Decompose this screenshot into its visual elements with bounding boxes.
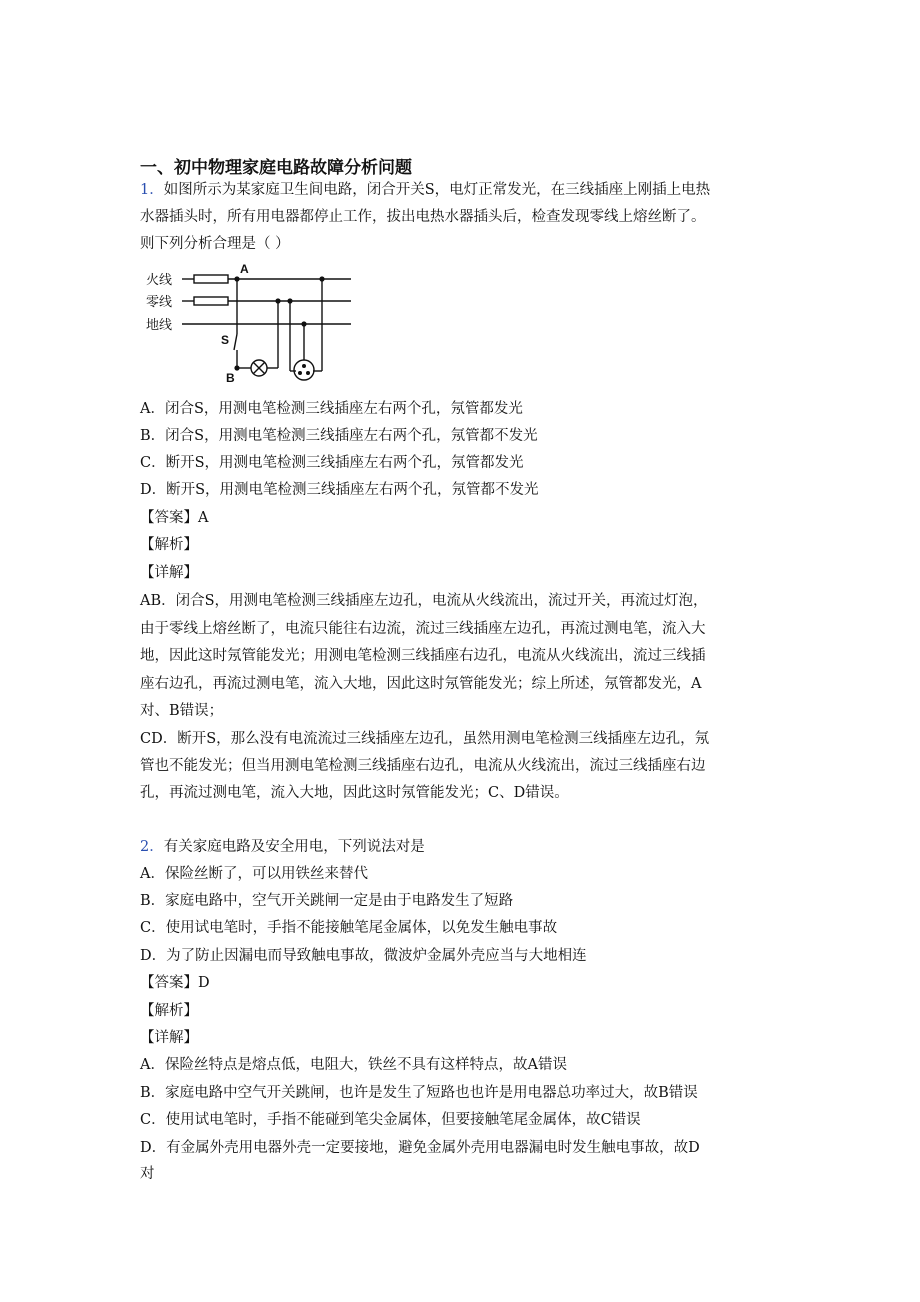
q2-analysis-heading: 【解析】: [140, 1003, 198, 1019]
node-a: [234, 276, 239, 281]
section-title: 一、初中物理家庭电路故障分析问题: [140, 158, 412, 178]
three-pin-socket: [294, 360, 314, 380]
q2-explanation-1: A．保险丝特点是熔点低，电阻大，铁丝不具有这样特点，故A错误: [140, 1057, 567, 1073]
q1-explanation-8: 孔，再流过测电笔，流入大地，因此这时氖管能发光；C、D错误。: [140, 785, 569, 801]
q1-explanation-1: AB．闭合S，用测电笔检测三线插座左边孔，电流从火线流出，流过开关，再流过灯泡，: [140, 593, 708, 609]
q1-detail-heading: 【详解】: [140, 565, 198, 581]
node-b-label: B: [226, 371, 235, 385]
q1-explanation-4: 座右边孔，再流过测电笔，流入大地，因此这时氖管能发光；综上所述，氖管都发光，A: [140, 676, 702, 692]
q2-stem-line: [140, 837, 425, 857]
circuit-diagram: [138, 258, 358, 388]
q1-answer: 【答案】A: [140, 510, 209, 526]
q1-explanation-3: 地，因此这时氖管能发光；用测电笔检测三线插座右边孔，电流从火线流出，流过三线插: [140, 648, 706, 664]
q1-stem-text-1: 如图所示为某家庭卫生间电路，闭合开关S，电灯正常发光，在三线插座上刚插上电热: [163, 182, 711, 198]
q2-explanation-3: C．使用试电笔时，手指不能碰到笔尖金属体，但要接触笔尾金属体，故C错误: [140, 1112, 641, 1128]
junction-ground-socket: [301, 321, 306, 326]
switch-s: [234, 334, 237, 350]
junction-neutral-lamp: [275, 298, 280, 303]
q1-explanation-2: 由于零线上熔丝断了，电流只能往右边流，流过三线插座左边孔，再流过测电笔，流入大: [140, 621, 706, 637]
q2-number: 2．: [140, 839, 164, 855]
q1-option-b: B．闭合S，用测电笔检测三线插座左右两个孔，氖管都不发光: [140, 428, 538, 444]
live-fuse: [194, 275, 228, 283]
q2-explanation-4: D．有金属外壳用电器外壳一定要接地，避免金属外壳用电器漏电时发生触电事故，故D: [140, 1140, 700, 1156]
junction-neutral-socket: [287, 298, 292, 303]
socket-hole-top: [302, 364, 306, 368]
neutral-fuse: [194, 297, 228, 305]
neutral-wire-label: 零线: [146, 294, 173, 309]
q1-option-c: C．断开S，用测电笔检测三线插座左右两个孔，氖管都发光: [140, 455, 524, 471]
socket-hole-right: [306, 371, 310, 375]
q2-explanation-5: 对: [140, 1166, 155, 1182]
q1-analysis-heading: 【解析】: [140, 537, 198, 553]
q2-answer: 【答案】D: [140, 975, 210, 991]
q1-explanation-5: 对、B错误；: [140, 703, 224, 719]
node-b: [234, 365, 239, 370]
ground-wire-label: 地线: [146, 317, 173, 332]
q2-option-b: B．家庭电路中，空气开关跳闸一定是由于电路发生了短路: [140, 893, 514, 909]
q1-stem-line-2: 水器插头时，所有用电器都停止工作，拔出电热水器插头后，检查发现零线上熔丝断了。: [140, 209, 706, 225]
q2-option-c: C．使用试电笔时，手指不能接触笔尾金属体，以免发生触电事故: [140, 920, 558, 936]
q1-explanation-7: 管也不能发光；但当用测电笔检测三线插座右边孔，电流从火线流出，流过三线插座右边: [140, 758, 706, 774]
switch-label: S: [221, 333, 230, 347]
q2-stem-text: 有关家庭电路及安全用电，下列说法对是: [163, 839, 425, 855]
live-wire-label: 火线: [146, 272, 173, 287]
q1-option-a: A．闭合S，用测电笔检测三线插座左右两个孔，氖管都发光: [140, 401, 523, 417]
socket-hole-left: [298, 371, 302, 375]
q1-number: 1．: [140, 182, 164, 198]
q2-option-a: A．保险丝断了，可以用铁丝来替代: [140, 866, 368, 882]
q2-detail-heading: 【详解】: [140, 1030, 198, 1046]
q2-explanation-2: B．家庭电路中空气开关跳闸，也许是发生了短路也也许是用电器总功率过大，故B错误: [140, 1085, 698, 1101]
q1-stem-line-1: [140, 180, 710, 200]
q1-explanation-6: CD．断开S，那么没有电流流过三线插座左边孔，虽然用测电笔检测三线插座左边孔，氖: [140, 731, 710, 747]
junction-live-socket: [319, 276, 324, 281]
node-a-label: A: [240, 262, 249, 276]
q1-stem-line-3: 则下列分析合理是（ ）: [140, 236, 290, 252]
q1-option-d: D．断开S，用测电笔检测三线插座左右两个孔，氖管都不发光: [140, 482, 539, 498]
q2-option-d: D．为了防止因漏电而导致触电事故，微波炉金属外壳应当与大地相连: [140, 948, 587, 964]
